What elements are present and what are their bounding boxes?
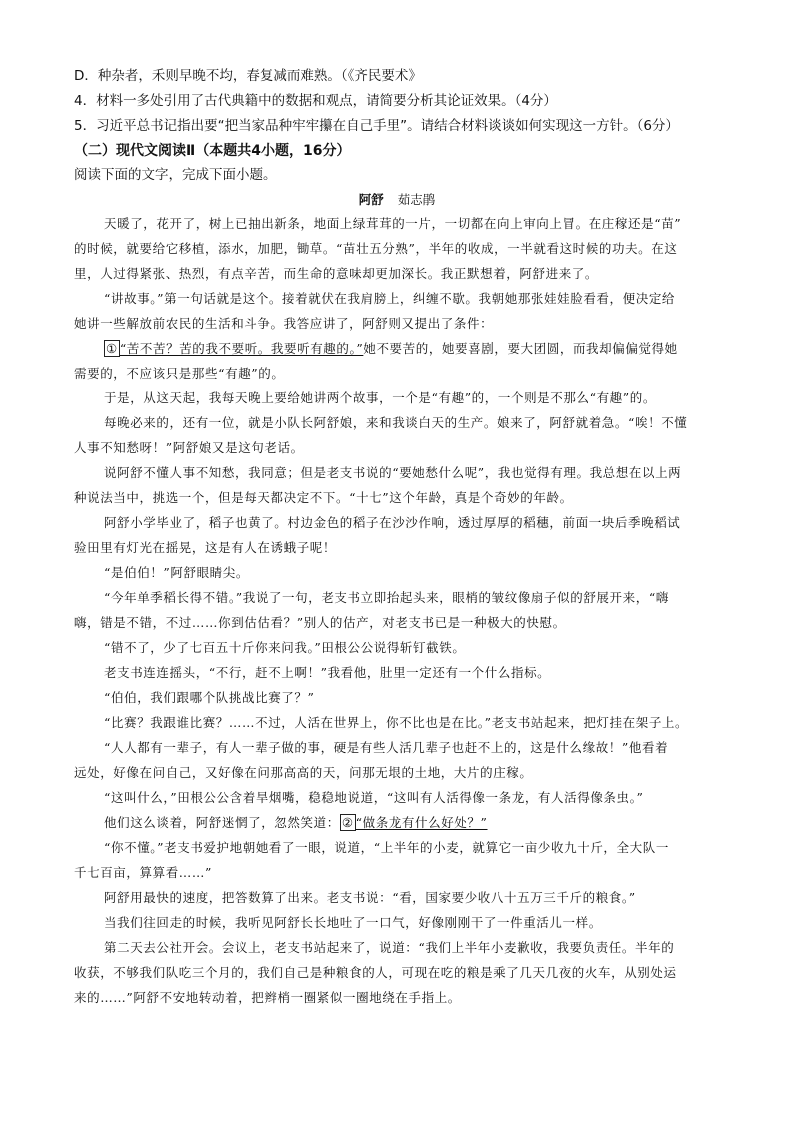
article-line: 嗨，错是不错，不过……你到估估看？”别人的估产，对老支书已是一种极大的快慰。 xyxy=(74,615,566,630)
article-line-head: 他们这么谈着，阿舒迷惘了，忽然笑道： xyxy=(104,815,340,830)
article-line: “今年单季稻长得不错。”我说了一句，老支书立即抬起头来，眼梢的皱纹像扇子似的舒展开来，“嗨 xyxy=(104,590,669,605)
article-line: “讲故事。”第一句话就是这个。接着就伏在我肩膀上，纠缠不歇。我朝她那张娃娃脸看看，便决定给 xyxy=(104,291,676,306)
article-line: 阿舒用最快的速度，把答数算了出来。老支书说：“看，国家要少收八十五万三千斤的粮食。” xyxy=(104,890,636,905)
article-line: “是伯伯！”阿舒眼睛尖。 xyxy=(104,565,249,580)
article-line: 收获，不够我们队吃三个月的，我们自己是种粮食的人，可现在吃的粮是乘了几天几夜的火车，从别处运 xyxy=(74,965,677,980)
article-line: 里，人过得紧张、热烈，有点辛苦，而生命的意味却更加深长。我正默想着，阿舒进来了。 xyxy=(74,266,599,281)
article-line: 她讲一些解放前农民的生活和斗争。我答应讲了，阿舒则又提出了条件： xyxy=(74,316,494,331)
article-line: 千七百亩，算算看……” xyxy=(74,865,212,880)
article-line-marked-1 xyxy=(84,340,724,358)
article-line: “比赛？我跟谁比赛？……不过，人活在世界上，你不比也是在比。”老支书站起来，把灯挂在架子上。 xyxy=(104,715,689,730)
article-line: 第二天去公社开会。会议上，老支书站起来了，说道：“我们上半年小麦歉收，我要负责任。半年的 xyxy=(104,940,675,955)
article-line: “这叫什么，”田根公公含着旱烟嘴，稳稳地说道，“这叫有人活得像一条龙，有人活得像条虫。” xyxy=(104,790,644,805)
article-line: 种说法当中，挑选一个，但是每天都决定不下。“十七”这个年龄，真是个奇妙的年龄。 xyxy=(74,490,573,505)
question-4: 4．材料一多处引用了古代典籍中的数据和观点，请简要分析其论证效果。（4分） xyxy=(74,93,557,109)
article-author: 茹志鹃 xyxy=(397,192,436,207)
article-line: 来的……”阿舒不安地转动着，把辫梢一圈紧似一圈地绕在手指上。 xyxy=(74,990,461,1005)
article-line: 验田里有灯光在摇晃，这是有人在诱蛾子呢！ xyxy=(74,540,337,555)
section-title: （二）现代文阅读Ⅱ（本题共4小题，16分） xyxy=(74,143,351,159)
article-line: 阿舒小学毕业了，稻子也黄了。村边金色的稻子在沙沙作响，透过厚厚的稻穗，前面一块后季晚稻试 xyxy=(104,515,681,530)
marker-2: ② xyxy=(341,815,354,830)
underlined-sentence-2: “做条龙有什么好处？” xyxy=(355,815,488,830)
article-line: “人人都有一辈子，有人一辈子做的事，硬是有些人活几辈子也赶不上的，这是什么缘故！”他看着 xyxy=(104,740,669,755)
section-instruction: 阅读下面的文字，完成下面小题。 xyxy=(74,167,277,183)
article-line-marked-2 xyxy=(84,814,724,832)
article-line: “你不懂。”老支书爱护地朝她看了一眼，说道，“上半年的小麦，就算它一亩少收九十斤，全大队一 xyxy=(104,840,669,855)
question-option-d: D．种杂者，禾则早晚不均，春复减而难熟。（《齐民要术》 xyxy=(74,68,422,84)
underlined-sentence-1: “苦不苦？苦的我不要听。我要听有趣的。” xyxy=(119,341,364,356)
marker-1: ① xyxy=(106,341,118,356)
article-title-text: 阿舒 xyxy=(358,192,384,207)
article-line: 于是，从这天起，我每天晚上要给她讲两个故事，一个是“有趣”的，一个则是不那么“有趣”的。 xyxy=(104,390,656,405)
article-line: 老支书连连摇头，“不行，赶不上啊！”我看他，肚里一定还有一个什么指标。 xyxy=(104,665,551,680)
article-line: 的时候，就要给它移植，添水，加肥，锄草。“苗壮五分熟”，半年的收成，一半就看这时候的功夫。在这 xyxy=(74,241,678,256)
article-line: 远处，好像在问自己，又好像在问那高高的天，问那无垠的土地，大片的庄稼。 xyxy=(74,765,533,780)
article-line: 当我们往回走的时候，我听见阿舒长长地吐了一口气，好像刚刚干了一件重活儿一样。 xyxy=(104,915,602,930)
article-line: 人事不知愁呀！”阿舒娘又是这句老话。 xyxy=(74,440,304,455)
article-line: “错不了，少了七百五十斤你来问我。”田根公公说得斩钉截铁。 xyxy=(104,640,466,655)
question-5: 5．习近平总书记指出要“把当家品种牢牢攥在自己手里”。请结合材料谈谈如何实现这一方针。（6分） xyxy=(74,118,679,134)
article-line: 需要的，不应该只是那些“有趣”的。 xyxy=(74,366,285,381)
article-line: “伯伯，我们跟哪个队挑战比赛了？” xyxy=(104,690,315,705)
article-title xyxy=(0,191,794,209)
article-line: 每晚必来的，还有一位，就是小队长阿舒娘，来和我谈白天的生产。娘来了，阿舒就着急。“唉！不懂 xyxy=(104,415,688,430)
article-line: 说阿舒不懂人事不知愁，我同意；但是老支书说的“要她愁什么呢”，我也觉得有理。我总想在以上两 xyxy=(104,465,682,480)
article-line-tail: 她不要苦的，她要喜剧，要大团圆，而我却偏偏觉得她 xyxy=(363,341,678,356)
article-line: 天暖了，花开了，树上已抽出新条，地面上绿茸茸的一片，一切都在向上审向上冒。在庄稼还是“苗” xyxy=(104,216,682,231)
